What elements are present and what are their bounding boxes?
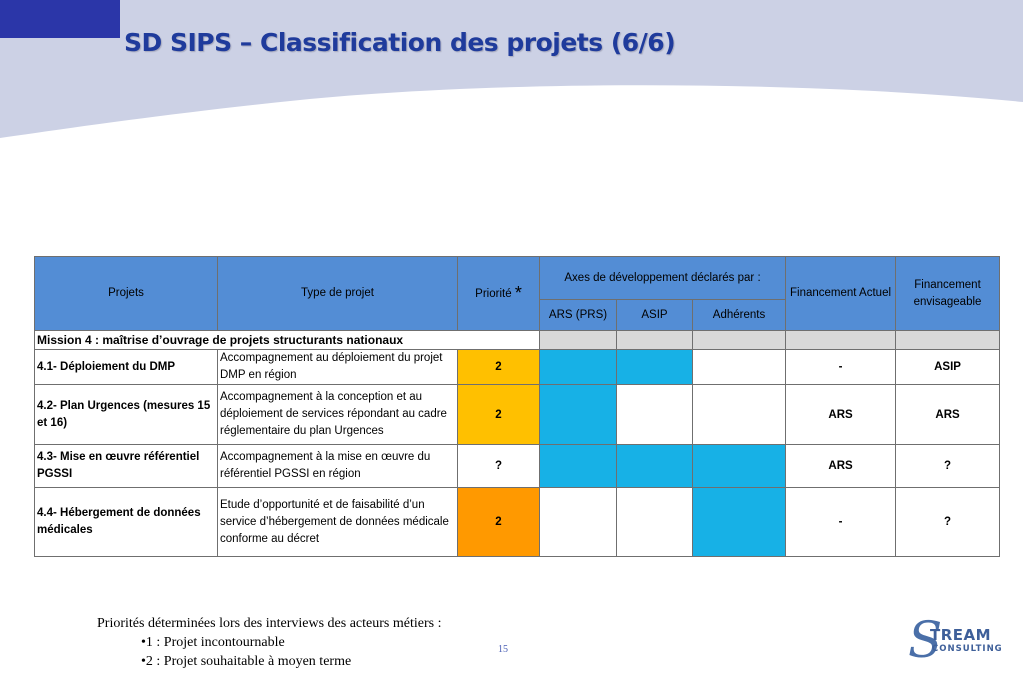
mission-cell <box>786 331 896 350</box>
projet-cell: 4.2- Plan Urgences (mesures 15 et 16) <box>35 385 218 445</box>
type-cell: Accompagnement à la mise en œuvre du référentiel PGSSI en région <box>218 445 458 488</box>
fin-envisageable-cell: ? <box>896 488 1000 557</box>
header-asip: ASIP <box>617 300 693 331</box>
notes-item-1: •1 : Projet incontournable <box>141 635 285 650</box>
mission-cell <box>617 331 693 350</box>
slide-title: SD SIPS – Classification des projets (6/6) <box>124 28 676 57</box>
table-row <box>35 350 1000 385</box>
asip-cell <box>617 350 693 385</box>
stream-consulting-logo <box>908 611 1004 669</box>
header-adherents: Adhérents <box>693 300 786 331</box>
logo-line1: TREAM <box>930 626 992 644</box>
ars-cell <box>540 350 617 385</box>
header-background <box>0 0 1023 140</box>
notes-intro: Priorités déterminées lors des interviews des acteurs métiers : <box>97 616 442 631</box>
logo-letter: S <box>908 611 943 669</box>
header-financement-actuel: Financement Actuel <box>786 257 896 331</box>
mission-cell <box>693 331 786 350</box>
adherents-cell <box>693 385 786 445</box>
projet-cell: 4.1- Déploiement du DMP <box>35 350 218 385</box>
mission-row <box>35 331 1000 350</box>
priorite-cell: 2 <box>458 488 540 557</box>
notes-item-2: •2 : Projet souhaitable à moyen terme <box>141 654 352 669</box>
table-row <box>35 385 1000 445</box>
priorite-cell: 2 <box>458 385 540 445</box>
adherents-cell <box>693 350 786 385</box>
fin-actuel-cell: ARS <box>786 385 896 445</box>
adherents-cell <box>693 445 786 488</box>
priorite-cell: 2 <box>458 350 540 385</box>
header-axes: Axes de développement déclarés par : <box>540 257 786 300</box>
mission-label: Mission 4 : maîtrise d’ouvrage de projets structurants nationaux <box>35 331 540 350</box>
fin-actuel-cell: - <box>786 350 896 385</box>
priority-notes <box>97 614 441 671</box>
adherents-cell <box>693 488 786 557</box>
type-cell: Accompagnement au déploiement du projet DMP en région <box>218 350 458 385</box>
table-row <box>35 445 1000 488</box>
priorite-label: Priorité <box>475 287 512 300</box>
header-priorite <box>458 257 540 331</box>
priorite-star: * <box>514 282 522 303</box>
ars-cell <box>540 488 617 557</box>
page-number: 15 <box>498 644 508 655</box>
mission-cell <box>540 331 617 350</box>
asip-cell <box>617 488 693 557</box>
classification-table <box>34 256 1000 557</box>
table-row <box>35 488 1000 557</box>
header-type-projet: Type de projet <box>218 257 458 331</box>
corner-accent-block <box>0 0 120 38</box>
fin-envisageable-cell: ARS <box>896 385 1000 445</box>
asip-cell <box>617 385 693 445</box>
ars-cell <box>540 445 617 488</box>
priorite-cell: ? <box>458 445 540 488</box>
asip-cell <box>617 445 693 488</box>
header-financement-envisageable: Financement envisageable <box>896 257 1000 331</box>
fin-envisageable-cell: ASIP <box>896 350 1000 385</box>
fin-actuel-cell: - <box>786 488 896 557</box>
ars-cell <box>540 385 617 445</box>
mission-cell <box>896 331 1000 350</box>
type-cell: Etude d’opportunité et de faisabilité d’un service d’hébergement de données médicale conforme au décret <box>218 488 458 557</box>
projet-cell: 4.4- Hébergement de données médicales <box>35 488 218 557</box>
logo-line2: CONSULTING <box>932 644 1003 654</box>
type-cell: Accompagnement à la conception et au déploiement de services répondant au cadre réglementaire du plan Urgences <box>218 385 458 445</box>
fin-envisageable-cell: ? <box>896 445 1000 488</box>
fin-actuel-cell: ARS <box>786 445 896 488</box>
projet-cell: 4.3- Mise en œuvre référentiel PGSSI <box>35 445 218 488</box>
header-ars: ARS (PRS) <box>540 300 617 331</box>
header-projets: Projets <box>35 257 218 331</box>
